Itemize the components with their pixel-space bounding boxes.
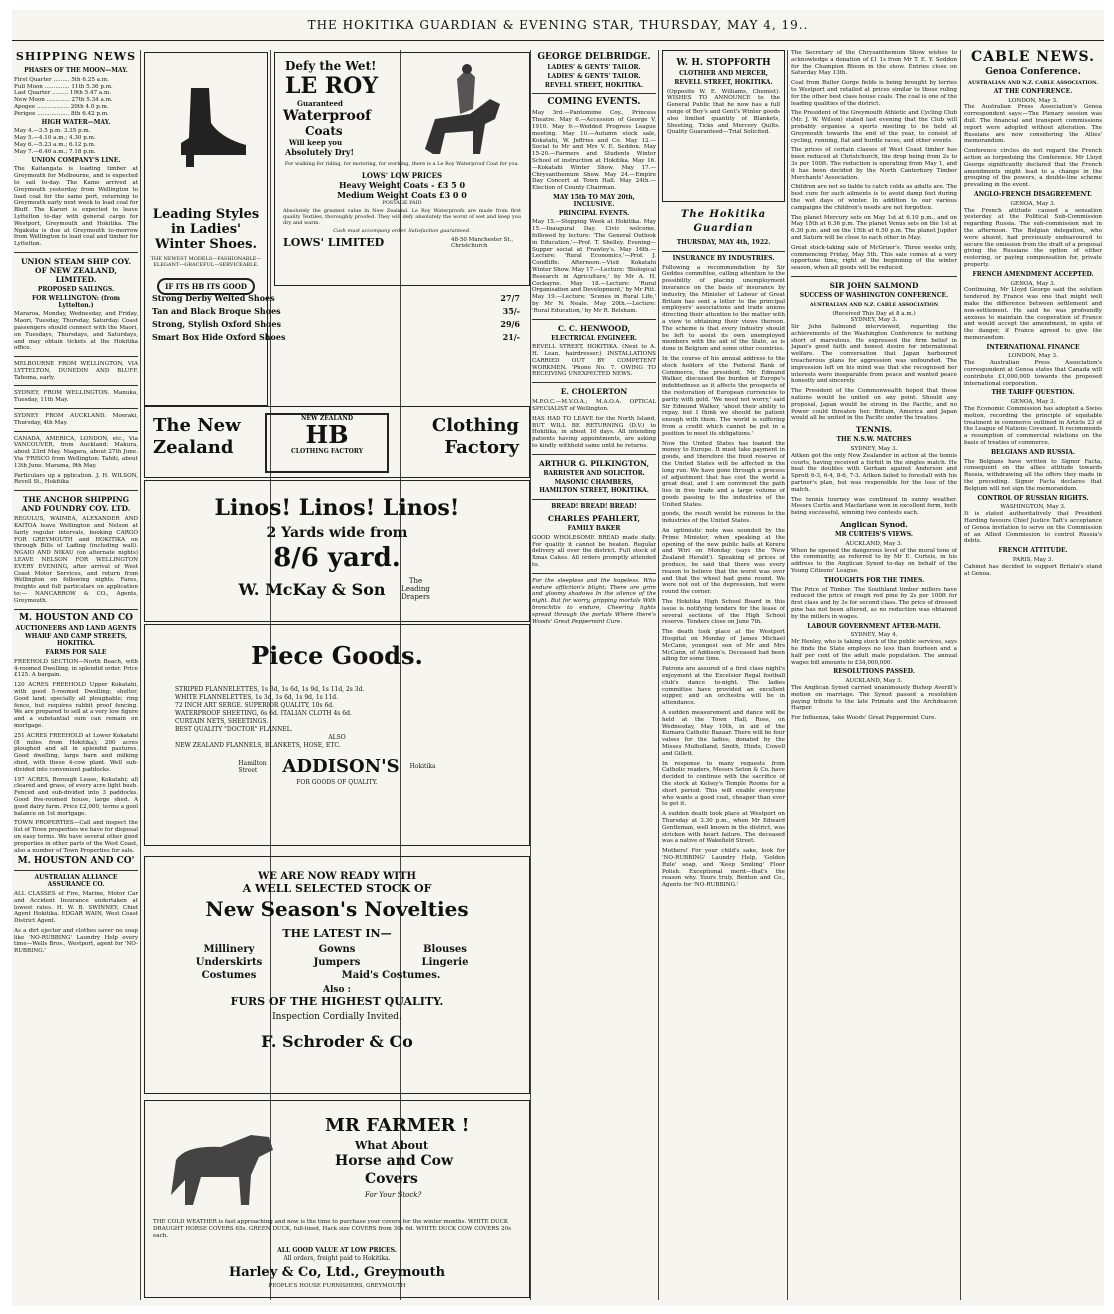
leroy-dry: Absolutely Dry! xyxy=(285,147,355,157)
intl-heading: INTERNATIONAL FINANCE xyxy=(986,343,1080,351)
anglican-heading: Anglican Synod. xyxy=(840,520,908,530)
editorial-text: A sudden measurement and dance will be held at the Town Hall, Ross, on Wednesday, May 10th, in aid of the Kumara Catholic Bazaar. There will be four valses for the ladies, donated by the Misses Mulholland, Smith, Hinds, Cowell and Gillett. xyxy=(662,710,785,757)
leroy-heavy: Heavy Weight Coats - £3 5 0 xyxy=(338,180,466,190)
piece-goods-ad xyxy=(144,624,530,846)
houston-footer: M. HOUSTON AND CO' xyxy=(17,856,135,867)
pfahlert: CHARLES PFAHLERT, xyxy=(547,514,640,524)
leroy-defy: Defy the Wet! xyxy=(285,59,377,73)
column-rule xyxy=(787,50,788,1300)
schroder: F. Schroder & Co xyxy=(261,1032,413,1051)
pilkington: ARTHUR G. PILKINGTON, xyxy=(538,458,650,468)
control-text: It is stated authoritatively that President Harding favours Chief Justice Taft's acceptance of Genoa invitation to serve on the Commission of an Allied Commission to control Russia's debts. xyxy=(964,511,1102,545)
leroy-cash: Cash must accompany order. Satisfaction guaranteed. xyxy=(333,228,471,234)
leroy-coats: Coats xyxy=(305,124,343,138)
received: (Received This Day at 8 a.m.) xyxy=(832,310,916,317)
union-heading: UNION COMPANY'S LINE. xyxy=(31,156,121,164)
shipping-heading: SHIPPING NEWS xyxy=(15,50,137,63)
local-item: The President of the Greymouth Athletic and Cycling Club (Mr. J. W. Wilson) stated last evening that the Club will probably organise a sports meeting to be held at Greymouth towards the end of the year, to consist of cycling, running, flat and hurdle races, and other events. xyxy=(791,110,957,144)
tariff-heading: THE TARIFF QUESTION. xyxy=(991,389,1075,397)
newspaper-page xyxy=(12,10,1104,1306)
nsw-date: SYDNEY, May 3. xyxy=(850,446,898,453)
high-water-row: May 7.—6.40 a.m.; 7.18 p.m. xyxy=(14,148,96,155)
high-water-heading: HIGH WATER—MAY. xyxy=(41,118,111,126)
linos-wide: 2 Yards wide from xyxy=(266,525,408,541)
cholerton: E. CHOLERTON xyxy=(560,387,628,397)
french-date: GENOA, May 3. xyxy=(1010,280,1056,287)
guardian-date: THURSDAY, MAY 4th, 1922. xyxy=(676,239,771,246)
particulars: Particulars up a pplication. J. H. WILSON, Revell St., Hokitika xyxy=(14,472,138,486)
column-notices xyxy=(532,50,656,1300)
farmer-covers: Covers xyxy=(365,1171,418,1187)
high-water-row: May 6.—5.23 a.m.; 6.12 p.m. xyxy=(14,141,96,148)
column-rule xyxy=(960,50,961,1300)
genoa-heading: Genoa Conference. xyxy=(985,67,1081,77)
delbridge-tailor: LADIES' & GENTS' TAILOR. xyxy=(547,64,641,71)
column-local-news xyxy=(791,50,957,1300)
phase-row: Perigee .................. 8th 6.42 p.m. xyxy=(14,110,109,117)
anchor-heading: THE ANCHOR SHIPPING AND FOUNDRY COY. LTD. xyxy=(21,495,131,514)
intl-text: The Australian Press Association's correspondent at Genoa states that Canada will contribute £1,000,000 towards the proposed international corporation. xyxy=(964,360,1102,387)
hb-badge: IF ITS HB ITS GOOD xyxy=(145,274,267,295)
nz-clothing-factory-ad xyxy=(144,406,530,478)
shoe-icon xyxy=(161,83,251,173)
at-conference: AT THE CONFERENCE. xyxy=(993,87,1073,95)
farms-heading: FARMS FOR SALE xyxy=(45,649,107,656)
shoe-item: Tan and Black Broque Shoes 35/- xyxy=(152,306,520,316)
cholerton-text: HAS HAD TO LEAVE for the North Island, BUT WILL BE RETURNING (D.V.) to Hokitika, in about 10 days. All intending patients having appointments, are asking to kindly withhold same until he returns. xyxy=(532,415,656,450)
usscn-heading: UNION STEAM SHIP COY. OF NEW ZEALAND, LIMITED. xyxy=(20,256,132,284)
alliance-text: ALL CLASSES of Fire, Marine, Motor Car and Accident Insurance undertaken at lowest rates. H. W. B. SWINNEY, Chief Agent Hokitika. EDGAR WAIN, West Coast District Agent. xyxy=(14,890,138,925)
farmer-text: THE COLD WEATHER is fast approaching and now is the time to purchase your covers for the winter months. WHITE DUCK DRAUGHT HORSE COVERS 65s. GREEN DUCK, full-lined, Hack size COVERS from 30s 6d. WHITE DUCK COW COVERS 20s each. xyxy=(153,1219,511,1239)
phase-row: Full Moon .............. 11th 5.36 p.m. xyxy=(14,83,113,90)
leroy-ad xyxy=(274,52,530,286)
intl-date: LONDON, May 3. xyxy=(1008,353,1058,360)
events-text: May 3rd.—Pantomime Coy., Princess Theatre. May 6.—Accession of George V, 1910. May 9.—Wedded Progress League meeting. May 10.—Autumn stock sale, Kokatahi, W. Jeffries and Co. May 12.—Social to Mr and Mrs V. E. Seddon. May 15-20.—Farmers and Students Winter School of instruction at Hokitika. May 16.—Kokatahi Winter Show. May 17.—Chrysanthemum Show. May 24.—Empire Day Concert at Town Hall. May 24th.—Election of County Chairman. xyxy=(532,110,656,192)
editorial-head: INSURANCE BY INDUSTRIES. xyxy=(672,254,775,262)
tennis-text: The tennis tourney was continued in sunny weather. Messrs Curtis and Macfarlane won in excellent form, both being successful, winning two contests each. xyxy=(791,496,957,517)
thoughts-text: The Price of Timber. The Southland timber millers have reduced the price of rough red pine by 2s per 100ft for first class and by 3s for second class. The price of dressed pine has not been altered, as no reduction was obtained by the millers in wages. xyxy=(791,586,957,620)
london-date: LONDON, May 3. xyxy=(1008,97,1058,104)
anglo-text: The French attitude caused a sensation yesterday at the Political Sub-Commission regarding Russia. The sub-commission met in the afternoon. The Belgian delegation, who were absent, had previously endeavoured to secure the omission from the draft of a proposal giving the Russians the option of either restoring, or paying compensation for, private property. xyxy=(964,207,1102,268)
local-item: Great stock-taking sale of McGruer's. Three weeks only, commencing Friday, May 5th. This sale comes at a very opportune time, right at the beginning of the winter season, when all goods will be reduced. xyxy=(791,244,957,272)
leroy-medium: Medium Weight Coats £3 0 0 xyxy=(337,190,467,200)
local-item: Children are not so liable to catch colds as adults are. The best cure for such ailments is to avoid damp feet during the wet days of winter. In addition to our various campaigns the children's needs are not forgotten. xyxy=(791,184,957,211)
novelties-well: A WELL SELECTED STOCK OF xyxy=(242,882,432,895)
shoes-subtitle: THE NEWEST MODELS—FASHIONABLE—ELEGANT—GRACEFUL—SERVICEABLE. xyxy=(150,256,262,268)
shoe-item: Smart Box Hide Oxford Shoes 21/- xyxy=(152,332,520,342)
farmer-what: What About xyxy=(355,1139,429,1152)
henwood-text: REVELL STREET, HOKITIKA. (Next to A. H. Lean, hairdresser.) INSTALLATIONS CARRIED OUT BY COMPETENT WORKMEN. 'Phone No. 7. OWING TO RECEIVING UNEXPECTED NEWS. xyxy=(532,344,656,378)
novelties-also: Also : xyxy=(323,985,351,995)
high-water-row: May 4.—3.5 p.m. 3.35 p.m. xyxy=(14,128,91,135)
editorial-text: In the course of his annual address to the stock holders of the Federal Bank of Commerce, the president, Mr. Edmund Walker, discussed the burden of Europe's indebtedness as it affects the prospects of the restoration of European currencies to parity with gold. 'We need not worry,' said Sir Edmund Walker, 'about their ability to repay, but I think we should be patient enough with them. The world is suffering from a credit which cannot be put in a position to meet its obligations.' xyxy=(662,355,785,437)
harley-sub: PEOPLE'S HOUSE FURNISHERS, GREYMOUTH xyxy=(268,1283,406,1289)
horse-rider-icon xyxy=(415,59,515,169)
farmer-ad xyxy=(144,1100,530,1298)
may15: MAY 15th TO MAY 20th, INCLUSIVE. xyxy=(553,193,635,208)
bread: BREAD! BREAD! BREAD! xyxy=(551,503,637,511)
editorial-text: Now the United States has loaned the money to Europe. It must take payment in goods, and therefore the fixed reserve of the United States will be affected in the long run. We have gone through a process of adjustment that has cost the world a great deal, and I am convinced the path lies in free trade and a large volume of goods passing to the industries of the United States. xyxy=(662,440,785,508)
leroy-guarantee: Absolutely the greatest value in New Zealand. Le Roy Waterproofs are made from first quality Textiles, thoroughly proofed. They will defy absolutely the worst of wet and keep you dry and warm. xyxy=(283,208,521,226)
anglican-text: When he opened the dangerous level of the moral tone of the community, as referred to by Mr E. Curteis, in his address to the Anglican Synod to-day on behalf of the Young Citizens' League. xyxy=(791,547,957,574)
salmond-text: Sir John Salmond interviewed, regarding the achievements of the Washington Conference to nothing short of marvelous. He expressed the firm belief in Japan's good faith and honest desire for international welfare. The conversation that Japan harboured treacherous plans for aggression was unfounded. The impression left on his mind was that she recognised her interests were inseparable from peace and wanted peace honestly and sincerely. xyxy=(791,324,957,385)
leroy-postage: POSTAGE PAID xyxy=(382,200,422,206)
editorial-text: The Hokitika High School Board in this issue is notifying tenders for the lease of several sections of the High School reserve. Tenders close on June 7th. xyxy=(662,599,785,626)
leroy-keep: Will keep you xyxy=(289,138,343,147)
cholerton-sub: M.P.O.C.—M.V.O.A.; M.A.O.A. OPTICAL SPECIALIST of Wellington. xyxy=(532,399,656,413)
labour-heading: LABOUR GOVERNMENT AFTER-MATH. xyxy=(807,622,941,630)
high-water-list xyxy=(14,128,138,155)
salmond-text: The President of the Commonwealth hoped that these nations would be united on any point. Should any proposal, Japan would be strong in the Pacific, and no Power could threaten her. Britain, America and Japan would all be united in the Pacific under the treaties. xyxy=(791,388,957,422)
norubbing-text: As a dirt ejector and clothes saver no soap like 'NO-RUBBING' Laundry Help every time—Wells Bros., Westport, agent for 'NO-RUBBING.' xyxy=(14,927,138,955)
stopforth: W. H. STOPFORTH xyxy=(676,58,771,68)
phases-heading: PHASES OF THE MOON—MAY. xyxy=(24,67,128,74)
editorial-text: Patrons are assured of a first class night's enjoyment at the Excelsior Regal football club's dance to-night. The ladies committee have provided an excellent supper, and an orchestra will be in attendance. xyxy=(662,666,785,707)
editorial-text: goods, the result would be ruinous to the industries of the United States. xyxy=(662,511,785,525)
column-rule xyxy=(658,50,659,1300)
local-item: Coal from Buller Gorge fields is being brought by lorries to Westport and retailed at prices similar to those ruling for the other best class house coals. The coal is one of the leading qualities of the district. xyxy=(791,80,957,107)
anglo-heading: ANGLO-FRENCH DISAGREEMENT. xyxy=(974,190,1092,198)
addison-footer: Hamilton Street ADDISON'S Hokitika xyxy=(238,756,436,777)
french-text: Continuing, Mr Lloyd George said the solution tendered by France was one that might well make the difference between settlement and non-settlement. He said he was profoundly anxious to maintain the cooperation of France and would accept the amendment, in spite of the danger, if France agreed to give the memorandum. xyxy=(964,287,1102,341)
cable-text: Conference circles do not regard the French action as torpedoing the Conference. Mr Lloyd George significantly declared that the French amendments might lead to a change in the grouping of the powers, a double-line scheme prevailing in the event. xyxy=(964,148,1102,189)
harley-firm: Harley & Co, Ltd., Greymouth xyxy=(228,1265,446,1280)
stopforth-text: (Opposite W. E. Williams, Chemist). WISHES TO ANNOUNCE to the General Public that he now has a full range of Boy's and Gent's Winter goods also limited quantity of Blankets, Sheeting, Ticks and Mercery Quilts. Quality Guaranteed—Trial Solicited. xyxy=(667,88,780,136)
guardian-banner: The Hokitika Guardian xyxy=(680,209,767,234)
nz-right: Clothing Factory xyxy=(431,415,519,458)
phase-row: First Quarter ......... 5th 6.25 a.m. xyxy=(14,76,109,83)
canada-text: CANADA, AMERICA, LONDON, etc., Via VANCOUVER, from Auckland: Makura, about 23rd May. Niagara, about 27th June. Via 'FRISCO from Wellington: Tahiti, about 13th June. Marama, 9th May. xyxy=(14,435,138,469)
assoc: AUSTRALIAN AND N.Z. CABLE ASSOCIATION xyxy=(809,301,939,308)
proposed-sailings: PROPOSED SAILINGS. xyxy=(37,285,115,293)
farmer-title: MR FARMER ! xyxy=(325,1115,470,1136)
editorial-text: Mothers! For your child's sake, look for 'NO-RUBBING' Laundry Help, 'Golden Rule' soap, and 'Keep Smiling' Floor Polish. Exceptional merit—that's the reason why. Yours truly, Benton and Co., Agents for 'NO-RUBBING.' xyxy=(662,848,785,889)
town-properties: TOWN PROPERTIES—Call and inspect the list of Town properties we have for disposal on easy terms. We have several other good properties in other parts of the West Coast, also a number of Town Properties for sale. xyxy=(14,820,138,854)
column-shipping xyxy=(14,50,138,1300)
phase-row: New Moon ............. 27th 5.34 a.m. xyxy=(14,97,113,104)
houston-heading: M. HOUSTON AND CO xyxy=(19,612,133,623)
tennis-text: Aitken got the only New Zealander in action at the tennis courts, having received a forfeit in the singles match. He beat the doubles with Gorham against Anderson and Sprott 6-3, 6-4, 8-6, 7-3. Aitken failed to forestall with his partner's plan, but was responsible for the loss of the match. xyxy=(791,452,957,493)
stopforth-clothier: CLOTHIER AND MERCER, xyxy=(679,70,768,77)
column-rule xyxy=(140,50,141,1300)
phase-row: Apogee .................. 20th 4.0 p.m. xyxy=(14,103,109,110)
editorial-text: The death took place at the Westport Hospital on Monday of James Michael McCann, youngest son of Mr and Mrs McCann, of Addison's. Deceased had been ailing for some time. xyxy=(662,629,785,663)
linos-ad xyxy=(144,480,530,622)
cable-title: CABLE NEWS. xyxy=(971,50,1095,65)
thoughts-heading: THOUGHTS FOR THE TIMES. xyxy=(823,576,925,584)
novelties-ad xyxy=(144,856,530,1094)
local-item: The prices of certain classes of West Coast timber has been reduced at Christchurch, the drop being from 2s to 3s per 100ft. The reduction is operating from May 1, and it has been decided by the North Canterbury Timber Merchants' Association. xyxy=(791,147,957,181)
farmer-horse: Horse and Cow xyxy=(335,1153,454,1169)
local-item: The Secretary of the Chrysanthemum Show wishes to acknowledge a donation of £1 1s from Mr T. E. Y. Seddon for the Champion Bloom in the show. Entries close on Saturday May 13th. xyxy=(791,50,957,77)
hamilton-st: HAMILTON STREET, HOKITIKA. xyxy=(539,487,649,495)
cable-text: The Australian Press Association's Genoa correspondent says:—The Plenary session was dull. The financial and transport commissions report were adopted without alteration. The Russians are now considering the Allies' memorandum. xyxy=(964,104,1102,145)
piece-title: Piece Goods. xyxy=(251,641,423,670)
novelties-invite: Inspection Cordially Invited. xyxy=(272,1012,402,1022)
editorial-text: In response to many requests from Catholic readers, Messrs Seton & Co. have decided to continue with the sacrifice of the stock at Kelsey's Temple Rooms for a short period. This will enable everyone who wants a good coat, cheaper than ever to get it. xyxy=(662,760,785,808)
shoe-price-list xyxy=(144,288,528,408)
delbridge-address: REVELL STREET, HOKITIKA. xyxy=(544,81,644,89)
paris-text: Cabinet has decided to support Britain's stand at Genoa. xyxy=(964,563,1102,577)
linos-title: Linos! Linos! Linos! xyxy=(214,495,460,521)
farmer-orders: All orders, freight paid to Hokitika. xyxy=(283,1255,391,1262)
belgians-text: The Belgians have written to Signor Facta, consequent on the allies attitude towards Russia, withdrawing all the offers they made in the preceding. Signor Facta declares that Belgium will not sign the memorandum. xyxy=(964,458,1102,492)
bread-text: GOOD WHOLESOME BREAD made daily. For quality it cannot be beaten. Regular delivery all over the district. Full stock of Xmas Cakes. All orders promptly attended to. xyxy=(532,534,656,569)
leroy-name: LE ROY xyxy=(285,73,379,99)
alliance-heading: AUSTRALIAN ALLIANCE ASSURANCE CO. xyxy=(34,874,118,889)
novelties-furs: FURS OF THE HIGHEST QUALITY. xyxy=(230,995,444,1008)
barrister: BARRISTER AND SOLICITOR. xyxy=(543,469,645,477)
column-rule xyxy=(530,50,531,1300)
nsw-matches: THE N.S.W. MATCHES xyxy=(836,436,912,444)
novelties-grid: Millinery Gowns Blouses Underskirts Jumpers Lingerie Costumes Maid's Costumes. xyxy=(195,944,469,981)
novelties-latest: THE LATEST IN— xyxy=(282,927,392,940)
baker: FAMILY BAKER xyxy=(567,525,621,533)
leroy-lows: LOWS' LOW PRICES xyxy=(361,171,443,180)
farm-listing: FREEHOLD SECTION—North Beach, with 4-roomed Dwelling, in splendid order. Price £125. A bargain. xyxy=(14,658,138,679)
phases-list xyxy=(14,77,138,118)
shoes-title: Leading Styles in Ladies' Winter Shoes. xyxy=(152,207,260,252)
res-heading: RESOLUTIONS PASSED. xyxy=(833,668,915,676)
stopforth-address: REVELL STREET, HOKITIKA. xyxy=(674,78,773,86)
leroy-desc: For walking for riding, for motoring, for working, there is a Le Roy Waterproof Coat for you. xyxy=(284,161,520,167)
farm-listing: 120 ACRES FREEHOLD Upper Kokatahi, with good 5-roomed Dwelling; shelter, Good land; specially all ploughable; ring fence, but requires rabbit proof fencing. We are prepared to sell at a very low figure and a substantial sum can remain on mortgage. xyxy=(14,682,138,729)
masthead: THE HOKITIKA GUARDIAN & EVENING STAR, THURSDAY, MAY 4, 19.. xyxy=(12,10,1104,41)
tariff-date: GENOA, May 3. xyxy=(1010,399,1056,406)
addison-quality: FOR GOODS OF QUALITY. xyxy=(296,779,378,786)
anchor-text: REGULUS, WAIMEA, ALEXANDER AND KAITOA leave Wellington and Nelson at fairly regular intervals, booking CARGO FOR GREYMOUTH and HOKITIKA on through Bills of Lading (including wall). NGAIO AND NIKAU (on alternate nights) LEAVE NELSON FOR WELLINGTON EVERY EVENING, after arrival of West Coast Motor Services, and return from Wellington on following nights. Fares, freights and full particulars on application to:— NANCARROW & CO., Agents, Greymouth. xyxy=(14,516,138,604)
farmer-season: For Your Stock? xyxy=(365,1191,422,1199)
shoe-item: Strong Derby Welted Shoes 27/7 xyxy=(152,293,520,303)
tariff-text: The Economic Commission has adopted a Swiss motion, recording the principle of equitable treatment in commerce outlined in Article 23 of the League of Nations Covenant. It recommends a resumption of commercial relations on the basis of treaties of commerce. xyxy=(964,406,1102,447)
leroy-waterproof: Waterproof xyxy=(283,108,372,124)
salmond-date: SYDNEY, May 3. xyxy=(850,317,898,324)
henwood: C. C. HENWOOD, xyxy=(557,323,631,333)
labour-text: Mr Henley, who is taking stock of the public services, says he finds the State employs no less than fourteen and a half per cent of the adult male population. The annual wages bill amounts to £34,000,000. xyxy=(791,639,957,666)
tennis-heading: TENNIS. xyxy=(855,425,893,435)
coming-events: COMING EVENTS. xyxy=(547,97,641,108)
salmond-heading: SIR JOHN SALMOND xyxy=(829,280,919,290)
linos-price: 8/6 yard. xyxy=(273,543,401,573)
french-attitude: FRENCH ATTITUDE. xyxy=(998,547,1068,555)
editorial-text: Following a recommendation by Sir Geddes committee, calling attention to the possibility of placing unemployment insurance on the basis of insurance by industry, the Minister of Labour of Great Britain has sent a letter to the principal employers' associations and trade unions directing their attention to the matter with a view to obtaining their views thereon. The scheme is that every industry should be left to assist its own unemployed members with the aid of the State, as is done in Belgium and some other countries. xyxy=(662,264,785,353)
delbridge-tailor: LADIES' & GENTS' TAILOR. xyxy=(547,72,641,80)
res-text: The Anglican Synod carried unanimously Bishop Averill's motion on marriage. The Synod passed a resolution paying tribute to the late Primate and the Archdeacon Harper. xyxy=(791,684,957,712)
salmond-sub: SUCCESS OF WASHINGTON CONFERENCE. xyxy=(799,291,949,299)
leroy-guaranteed: Guaranteed xyxy=(297,99,343,108)
for-wellington: FOR WELLINGTON: (from Lyttelton.) xyxy=(32,294,120,309)
sydney-auckland: SYDNEY FROM AUCKLAND. Moeraki, Thursday, 4th May. xyxy=(14,413,138,426)
shoe-image xyxy=(145,53,267,203)
farm-listing: 251 ACRES FREEHOLD at Lower Kokatahi (8 miles from Hokitika); 200 acres ploughed and all in splendid pastures. Good dwelling, large barn and milking shed, with these 4-cow plant. Well sub-divided into convenient paddocks. xyxy=(14,732,138,773)
control-date: WASHINGTON, May 3. xyxy=(1000,504,1066,511)
novelties-title: New Season's Novelties xyxy=(205,897,469,921)
anglo-date: GENOA, May 3. xyxy=(1010,200,1056,207)
column-cable-news xyxy=(964,50,1102,1300)
phase-row: Last Quarter ......... 19th 5.47 a.m. xyxy=(14,90,112,97)
piece-lines: STRIPED FLANNELETTES, 1s 3d, 1s 6d, 1s 9d, 1s 11d, 2s 3d. WHITE FLANNELETTES, 1s 3d, 1s 6d, 1s 9d, 1s 11d. 72 INCH ART SERGE. SUPERIOR QUALITY, 10s 6d. WATERPROOF SHEETING, 6s 6d. ITALIAN CLOTH 4s 6d. CURTAIN NETS, SHEETINGS. BEST QUALITY "DOCTOR" FLANNEL. ALSO NEW ZEALAND FLANNELS, BLANKETS, HOSE, ETC. xyxy=(175,686,365,749)
melbourne-text: MELBOURNE FROM WELLINGTON, VIA LYTTELTON, DUNEDIN AND BLUFF. Tahoma, early. xyxy=(14,361,138,381)
wellington-text: Mararoa, Monday, Wednesday, and Friday. Maori, Tuesday, Thursday, Saturday. Coast passengers should connect with the Maori, on Tuesdays, Thursdays, and Saturdays, and may obtain tickets at the Hokitika office. xyxy=(14,311,138,352)
henwood-engineer: ELECTRICAL ENGINEER. xyxy=(551,334,637,342)
editorial-text: An optimistic note was sounded by the Prime Minister, when speaking at the opening of the new public halls at Kereru and Wiri on Monday (says the 'New Zealand Herald'). Speaking of prices of produce, he said that there was every reason to believe that the worst was over and that the wheel had gone round. We were not out of the depression, but were round the corner. xyxy=(662,528,785,596)
labour-date: SYDNEY, May 4. xyxy=(850,632,898,639)
masonic: MASONIC CHAMBERS, xyxy=(554,478,634,486)
anglican-date: AUCKLAND, May 3. xyxy=(845,540,903,547)
leroy-footer: LOWS' LIMITED 48-50 Manchester St., Christchurch xyxy=(283,236,514,249)
farm-listing: 197 ACRES, Borough Lease, Kokatahi; all cleared and grass, of every acre light bush. Fenced and sub-divided into 3 paddocks. Good five-roomed house, large shed. A good dairy farm. Price £2,000, terms a gool balance on 1st mortgage. xyxy=(14,776,138,817)
anglican-sub: MR CURTEIS'S VIEWS. xyxy=(834,531,914,539)
wharf-address: WHARF AND CAMP STREETS, HOKITIKA. xyxy=(24,633,128,648)
control-heading: CONTROL OF RUSSIAN RIGHTS. xyxy=(977,494,1089,502)
nz-left: The New Zealand xyxy=(153,415,241,458)
local-item: The planet Mercury sets on May 1st at 6.10 p.m., and on May 15th at 6.36 p.m. The planet Venus sets on the 1st at 6.30 p.m. and on the 15th at 6.50 p.m. The planet Jupiter and Saturn will be close to each other in May. xyxy=(791,214,957,241)
french-heading: FRENCH AMENDMENT ACCEPTED. xyxy=(972,270,1094,278)
high-water-row: May 5.—4.10 a.m.; 4.30 p.m. xyxy=(14,135,96,142)
horse-icon xyxy=(151,1115,291,1215)
res-date: AUCKLAND, May 3. xyxy=(845,678,903,685)
sleep-poem: For the sleepless and the hopeless. Who endure affliction's blight; There are grim and gloomy shadows In the silence of the night. But for worry, gripping mortals With bronchitis to endure, Cheering lights spread through the portals Where there's Woods' Great Peppermint Cure. xyxy=(532,577,656,625)
hb-logo: NEW ZEALAND HB CLOTHING FACTORY xyxy=(265,413,389,473)
novelties-ready: WE ARE NOW READY WITH xyxy=(258,871,416,882)
stopforth-ad xyxy=(662,50,785,202)
houston-sub: AUCTIONEERS AND LAND AGENTS xyxy=(15,624,137,632)
events2-text: May 15.—Stopping Week at Hokitika. May 15.—Inaugural Day. Civic welcome, followed by lecture: 'The General Outlook in Education,'—Prof. T. Shelley. Evening—Supper social at Frawley's. May 16th.—Lecture: 'Rural Economics,'—Prof. J. Condliffe. Afternoon.—Visit Kokatahi Winter Show. May 17.—Lecture: 'Biological Research in Agriculture,' by Mr A. H. Cockayne. May 18.—Lecture: 'Rural Organisation and Development,' by Mr Pitt. May 19.—Lecture: 'Scenes in Rural Life,' by Mr N. Neale. May 20th.—Lecture: 'Rural Education,' by Mr R. Belsham. xyxy=(532,219,656,314)
union-text: The Kaitangata is loading timber at Greymouth for Melbourne, and is expected to sail to-day. The Kamo arrived at Greymouth yesterday from Wellington to load coal for the same port, returning to Greymouth early next week to load coal for Bluff. The Karori is expected to leave Lyttelton to-day with general cargo for Westport, Greymouth and Hokitika. The Ngakuta is due at Greymouth to-morrow from Wellington to load coal and timber for Lyttelton. xyxy=(14,166,138,248)
paris-date: PARIS, May 3. xyxy=(1012,557,1054,563)
shoe-item: Strong, Stylish Oxford Shoes 29/6 xyxy=(152,319,520,329)
cable-assoc: AUSTRALIAN AND N.Z. CABLE ASSOCIATION. xyxy=(967,80,1099,86)
delbridge: GEORGE DELBRIDGE. xyxy=(537,52,651,62)
principal-events: PRINCIPAL EVENTS. xyxy=(558,209,630,217)
linos-footer: W. McKay & Son The Leading Drapers xyxy=(238,577,430,601)
belgians-heading: BELGIANS AND RUSSIA. xyxy=(990,448,1076,456)
column-editorial xyxy=(662,50,785,1300)
editorial-text: A sudden death took place at Westport on Thursday at 3.30 p.m., when Mr Edward Gentleman, well known in the district, was stricken with heart failure. The deceased was a native of Wakefield Street. xyxy=(662,811,785,845)
influenza: For Influenza, take Woods' Great Peppermint Cure. xyxy=(791,715,937,722)
sydney-wellington: SYDNEY, FROM WELLINGTON. Manuka, Tuesday, 11th May. xyxy=(14,390,138,404)
farmer-good: ALL GOOD VALUE AT LOW PRICES. xyxy=(277,1247,397,1254)
